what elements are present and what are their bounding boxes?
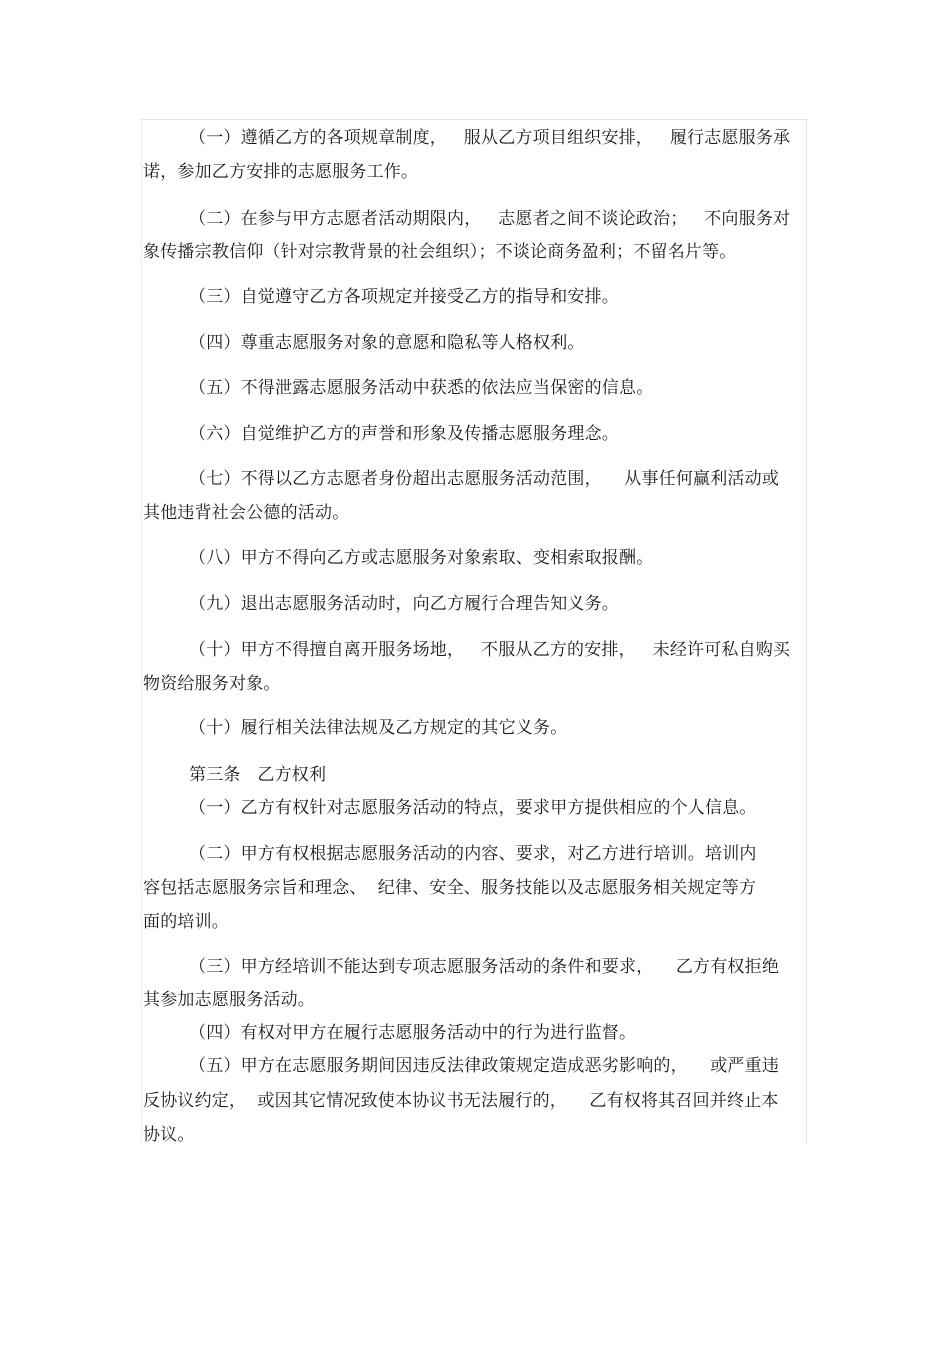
text-line: 其参加志愿服务活动。: [143, 990, 315, 1010]
text-line: 协议。: [143, 1125, 195, 1145]
text-line: （二）甲方有权根据志愿服务活动的内容、要求，对乙方进行培训。培训内: [189, 844, 757, 864]
text-line: （六）自觉维护乙方的声誉和形象及传播志愿服务理念。: [189, 424, 619, 444]
text-line: （五）甲方在志愿服务期间因违反法律政策规定造成恶劣影响的， 或严重违: [189, 1056, 780, 1076]
text-line: （八）甲方不得向乙方或志愿服务对象索取、变相索取报酬。: [189, 548, 654, 568]
text-line: （四）尊重志愿服务对象的意愿和隐私等人格权利。: [189, 333, 585, 353]
text-line: （一）遵循乙方的各项规章制度， 服从乙方项目组织安排， 履行志愿服务承: [189, 128, 791, 148]
section-heading: 第三条 乙方权利: [189, 765, 327, 785]
text-line: 反协议约定， 或因其它情况致使本协议书无法履行的， 乙有权将其召回并终止本: [143, 1091, 779, 1111]
text-line: 诺，参加乙方安排的志愿服务工作。: [143, 162, 419, 182]
text-line: （三）甲方经培训不能达到专项志愿服务活动的条件和要求， 乙方有权拒绝: [189, 957, 780, 977]
text-line: （四）有权对甲方在履行志愿服务活动中的行为进行监督。: [189, 1023, 637, 1043]
text-line: （五）不得泄露志愿服务活动中获悉的依法应当保密的信息。: [189, 378, 654, 398]
text-line: （十）履行相关法律法规及乙方规定的其它义务。: [189, 718, 568, 738]
text-line: （七）不得以乙方志愿者身份超出志愿服务活动范围， 从事任何赢利活动或: [189, 469, 780, 489]
text-line: （三）自觉遵守乙方各项规定并接受乙方的指导和安排。: [189, 287, 619, 307]
text-line: （十）甲方不得擅自离开服务场地， 不服从乙方的安排， 未经许可私自购买: [189, 640, 791, 660]
text-line: （九）退出志愿服务活动时，向乙方履行合理告知义务。: [189, 594, 619, 614]
text-line: 其他违背社会公德的活动。: [143, 503, 350, 523]
text-line: 面的培训。: [143, 912, 229, 932]
text-line: 容包括志愿服务宗旨和理念、 纪律、安全、服务技能以及志愿服务相关规定等方: [143, 878, 757, 898]
text-line: （一）乙方有权针对志愿服务活动的特点，要求甲方提供相应的个人信息。: [189, 798, 757, 818]
text-line: 物资给服务对象。: [143, 674, 281, 694]
text-line: （二）在参与甲方志愿者活动期限内， 志愿者之间不谈论政治； 不向服务对: [189, 209, 791, 229]
text-line: 象传播宗教信仰（针对宗教背景的社会组织）；不谈论商务盈利；不留名片等。: [143, 242, 737, 262]
